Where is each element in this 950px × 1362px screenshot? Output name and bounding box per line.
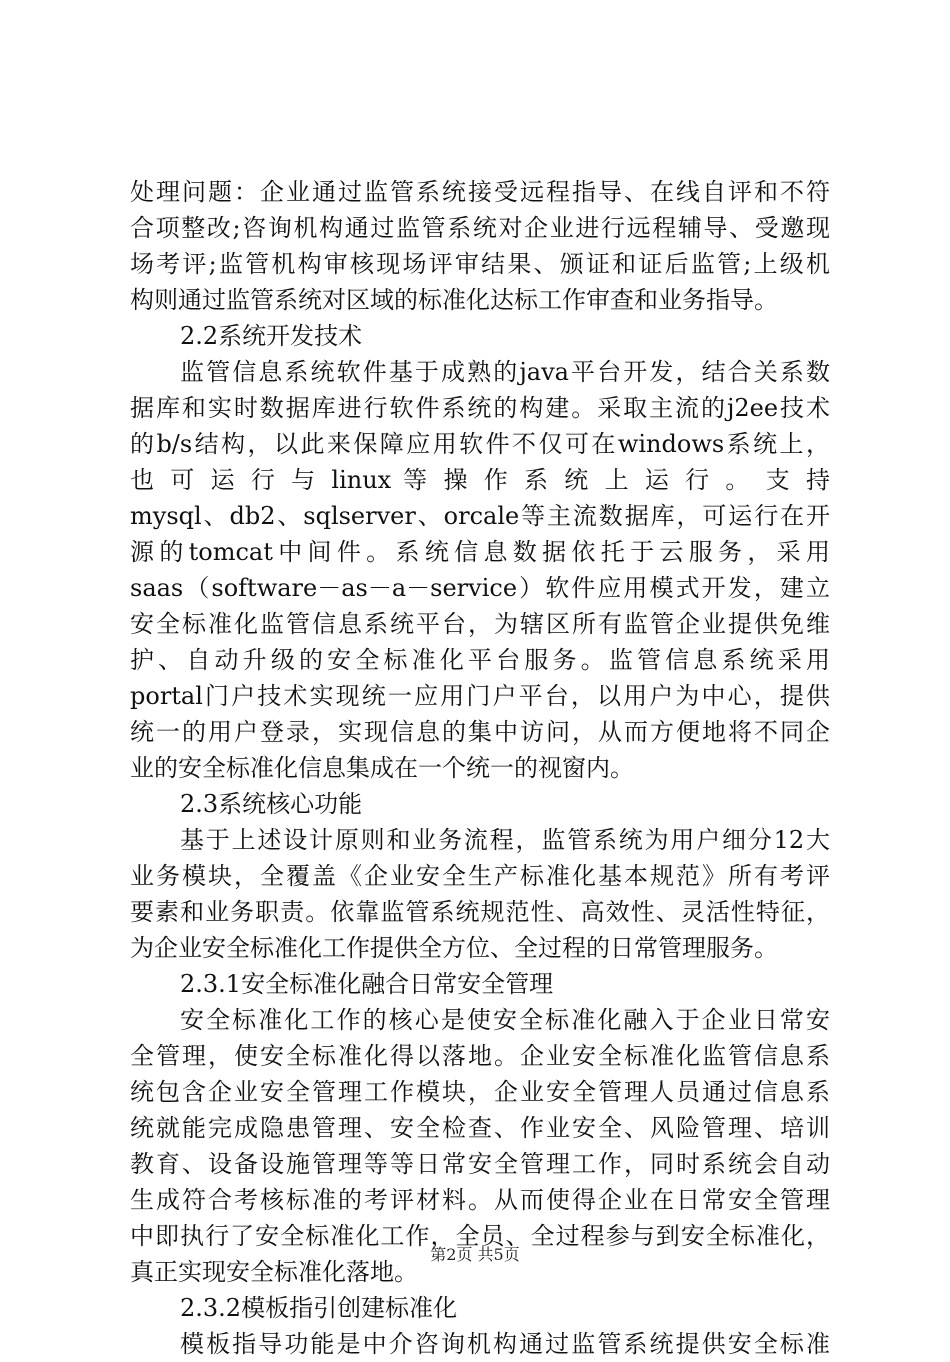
text-line: 模板指导功能是中介咨询机构通过监管系统提供安全标准 <box>180 1330 830 1358</box>
text-line: 中即执行了安全标准化工作，全员、全过程参与到安全标准化， <box>130 1222 830 1250</box>
text-line: portal门户技术实现统一应用门户平台，以用户为中心，提供 <box>130 682 830 710</box>
text-line: 监管信息系统软件基于成熟的java平台开发，结合关系数 <box>180 358 830 386</box>
text-line: 的b/s结构，以此来保障应用软件不仅可在windows系统上， <box>130 430 830 458</box>
text-line: 2.2系统开发技术 <box>180 322 363 350</box>
text-line: 处理问题：企业通过监管系统接受远程指导、在线自评和不符 <box>130 178 830 206</box>
text-line: 生成符合考核标准的考评材料。从而使得企业在日常安全管理 <box>130 1186 830 1214</box>
text-line: mysql、db2、sqlserver、orcale等主流数据库，可运行在开 <box>130 502 830 530</box>
text-line: 源的tomcat中间件。系统信息数据依托于云服务，采用 <box>130 538 830 566</box>
text-line: 2.3.1安全标准化融合日常安全管理 <box>180 970 554 998</box>
text-line: 业的安全标准化信息集成在一个统一的视窗内。 <box>130 754 634 782</box>
text-line: 全管理，使安全标准化得以落地。企业安全标准化监管信息系 <box>130 1042 830 1070</box>
text-line: 2.3系统核心功能 <box>180 790 363 818</box>
text-line: 安全标准化工作的核心是使安全标准化融入于企业日常安 <box>180 1006 830 1034</box>
text-line: 教育、设备设施管理等等日常安全管理工作，同时系统会自动 <box>130 1150 830 1178</box>
text-line: 统一的用户登录，实现信息的集中访问，从而方便地将不同企 <box>130 718 830 746</box>
text-line: 场考评;监管机构审核现场评审结果、颁证和证后监管;上级机 <box>130 250 830 278</box>
text-line: 安全标准化监管信息系统平台，为辖区所有监管企业提供免维 <box>130 610 830 638</box>
text-line: 业务模块，全覆盖《企业安全生产标准化基本规范》所有考评 <box>130 862 830 890</box>
text-line: 为企业安全标准化工作提供全方位、全过程的日常管理服务。 <box>130 934 778 962</box>
text-line: 2.3.2模板指引创建标准化 <box>180 1294 458 1322</box>
text-line: 据库和实时数据库进行软件系统的构建。采取主流的j2ee技术 <box>130 394 830 422</box>
text-line: saas（software－as－a－service）软件应用模式开发，建立 <box>130 574 830 602</box>
text-line: 统就能完成隐患管理、安全检查、作业安全、风险管理、培训 <box>130 1114 830 1142</box>
text-line: 统包含企业安全管理工作模块，企业安全管理人员通过信息系 <box>130 1078 830 1106</box>
page-footer: 第2页 共5页 <box>430 1245 520 1264</box>
text-line: 也 可 运 行 与 linux 等 操 作 系 统 上 运 行 。 支 持 <box>130 466 830 494</box>
document-body <box>130 174 830 1362</box>
text-line: 基于上述设计原则和业务流程，监管系统为用户细分12大 <box>180 826 830 854</box>
text-line: 构则通过监管系统对区域的标准化达标工作审查和业务指导。 <box>130 286 778 314</box>
text-line: 真正实现安全标准化落地。 <box>130 1258 418 1286</box>
text-line: 护、自动升级的安全标准化平台服务。监管信息系统采用 <box>130 646 830 674</box>
text-line: 合项整改;咨询机构通过监管系统对企业进行远程辅导、受邀现 <box>130 214 830 242</box>
text-line: 要素和业务职责。依靠监管系统规范性、高效性、灵活性特征， <box>130 898 830 926</box>
